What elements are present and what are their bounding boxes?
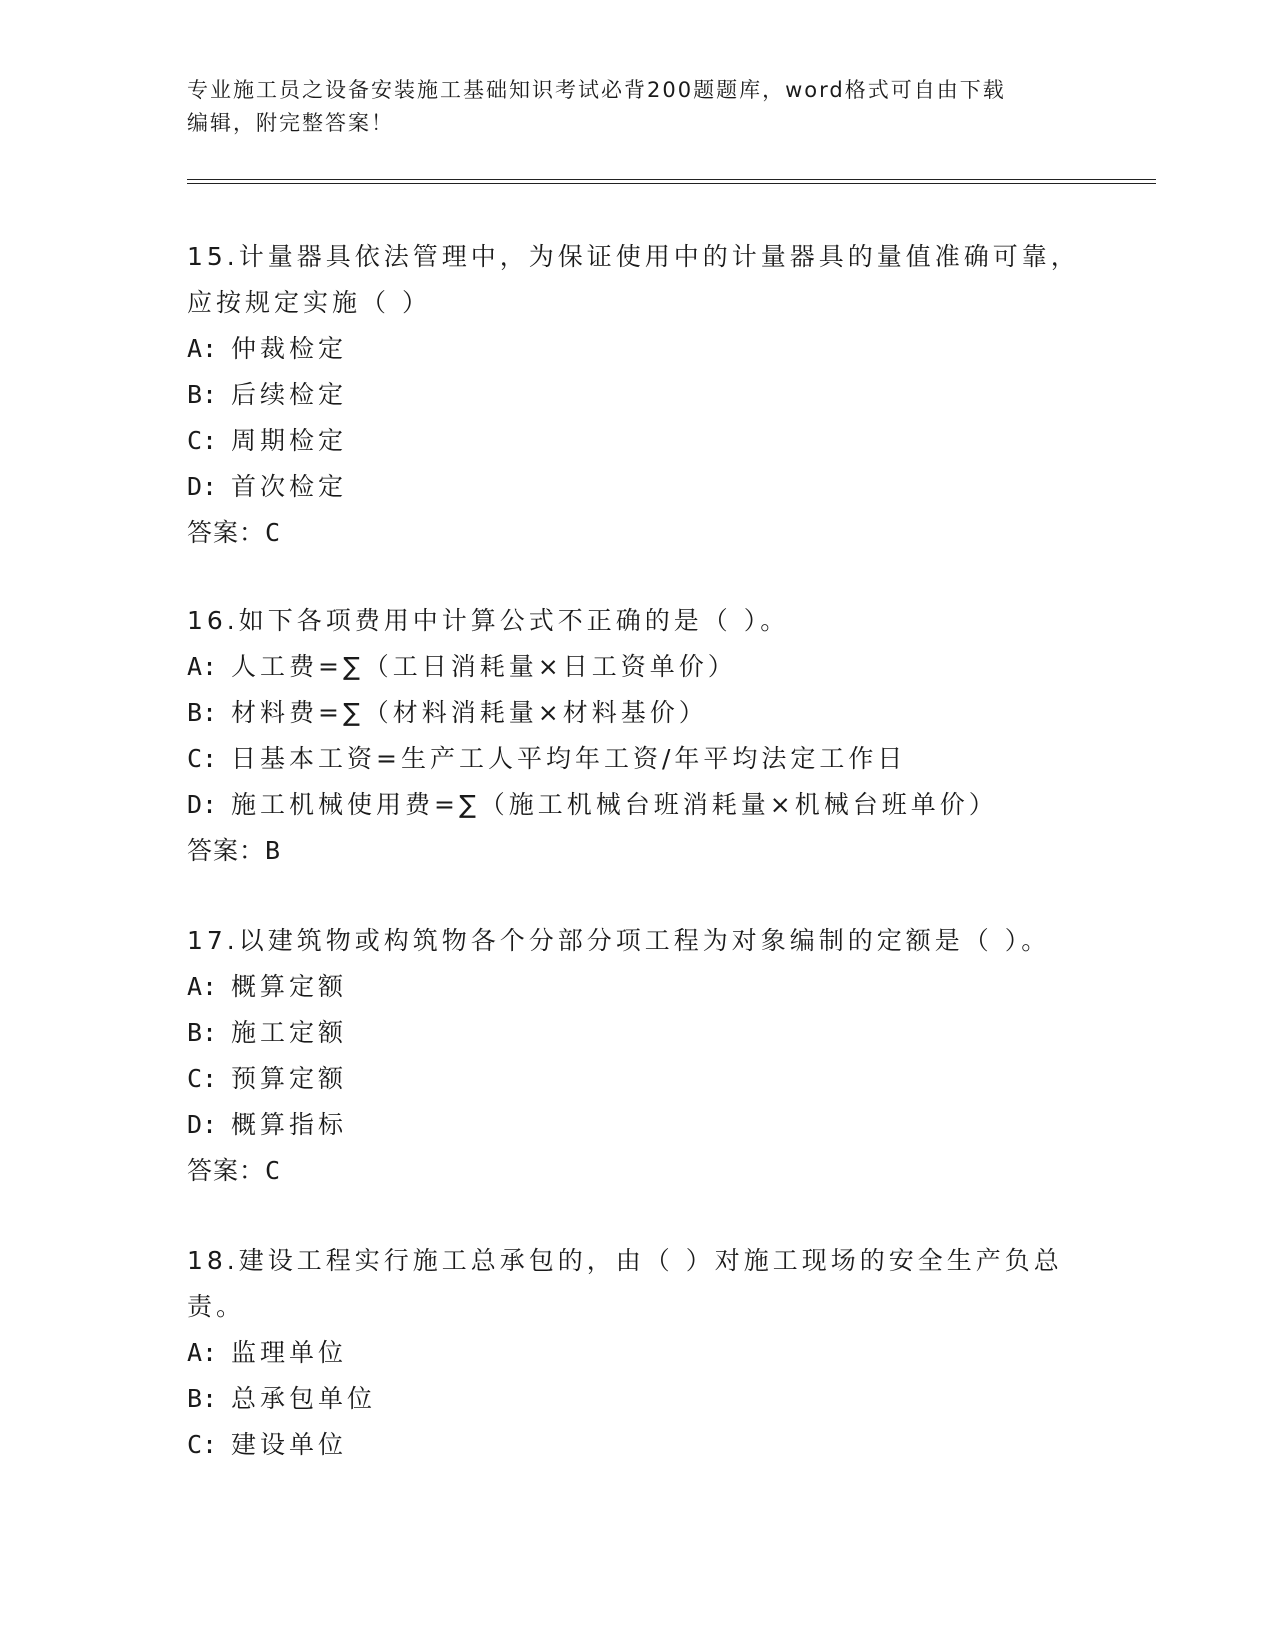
option-text: 人工费=∑（工日消耗量×日工资单价） bbox=[231, 652, 737, 681]
option-d bbox=[187, 1102, 1067, 1148]
header-line-1: 专业施工员之设备安装施工基础知识考试必背200题题库，word格式可自由下载 bbox=[187, 78, 1006, 102]
option-text: 概算定额 bbox=[231, 972, 348, 1001]
question-stem-text: 如下各项费用中计算公式不正确的是（ ）。 bbox=[238, 606, 790, 635]
answer-label: 答案： bbox=[187, 836, 266, 865]
option-key: B: bbox=[187, 1018, 218, 1047]
option-key: A: bbox=[187, 334, 218, 363]
option-d bbox=[187, 782, 1067, 828]
answer bbox=[187, 510, 1067, 556]
option-text: 监理单位 bbox=[231, 1338, 348, 1367]
option-key: C: bbox=[187, 1430, 218, 1459]
answer bbox=[187, 828, 1067, 874]
option-a bbox=[187, 644, 1067, 690]
question-stem-text: 责。 bbox=[187, 1292, 246, 1321]
option-b bbox=[187, 690, 1067, 736]
option-key: A: bbox=[187, 1338, 218, 1367]
option-key: D: bbox=[187, 790, 218, 819]
option-key: B: bbox=[187, 380, 218, 409]
question-stem-text: 应按规定实施（ ） bbox=[187, 288, 431, 317]
option-b bbox=[187, 372, 1067, 418]
option-key: D: bbox=[187, 472, 218, 501]
option-text: 概算指标 bbox=[231, 1110, 348, 1139]
option-text: 材料费=∑（材料消耗量×材料基价） bbox=[231, 698, 708, 727]
header-line-2: 编辑，附完整答案！ bbox=[187, 111, 394, 135]
question-stem-text: 计量器具依法管理中，为保证使用中的计量器具的量值准确可靠， bbox=[238, 242, 1080, 271]
answer-value: B bbox=[265, 836, 282, 865]
header-rule-bottom bbox=[187, 183, 1156, 184]
option-b bbox=[187, 1376, 1067, 1422]
option-text: 首次检定 bbox=[231, 472, 348, 501]
option-text: 日基本工资=生产工人平均年工资/年平均法定工作日 bbox=[231, 744, 907, 773]
question-stem-line bbox=[187, 1238, 1067, 1284]
option-key: A: bbox=[187, 972, 218, 1001]
option-key: A: bbox=[187, 652, 218, 681]
option-text: 建设单位 bbox=[231, 1430, 348, 1459]
option-text: 后续检定 bbox=[231, 380, 348, 409]
question-stem-line bbox=[187, 1284, 1067, 1330]
question-number: 17. bbox=[187, 926, 239, 955]
answer-value: C bbox=[265, 518, 282, 547]
question-stem-line bbox=[187, 280, 1067, 326]
option-key: D: bbox=[187, 1110, 218, 1139]
question-stem-line bbox=[187, 598, 1067, 644]
question-number: 16. bbox=[187, 606, 239, 635]
option-key: B: bbox=[187, 698, 218, 727]
option-key: B: bbox=[187, 1384, 218, 1413]
option-key: C: bbox=[187, 426, 218, 455]
question-stem-text: 以建筑物或构筑物各个分部分项工程为对象编制的定额是（ ）。 bbox=[238, 926, 1051, 955]
option-a bbox=[187, 964, 1067, 1010]
option-key: C: bbox=[187, 744, 218, 773]
option-text: 施工机械使用费=∑（施工机械台班消耗量×机械台班单价） bbox=[231, 790, 998, 819]
answer bbox=[187, 1148, 1067, 1194]
question-18 bbox=[187, 1238, 1067, 1468]
option-text: 周期检定 bbox=[231, 426, 348, 455]
option-b bbox=[187, 1010, 1067, 1056]
question-15 bbox=[187, 234, 1080, 556]
option-text: 预算定额 bbox=[231, 1064, 348, 1093]
question-stem-text: 建设工程实行施工总承包的，由（ ）对施工现场的安全生产负总 bbox=[238, 1246, 1063, 1275]
header-rule-top bbox=[187, 179, 1156, 180]
answer-label: 答案： bbox=[187, 518, 266, 547]
question-stem-line bbox=[187, 234, 1080, 280]
question-stem-line bbox=[187, 918, 1067, 964]
option-a bbox=[187, 1330, 1067, 1376]
option-c bbox=[187, 1056, 1067, 1102]
answer-value: C bbox=[265, 1156, 282, 1185]
question-number: 15. bbox=[187, 242, 239, 271]
option-text: 仲裁检定 bbox=[231, 334, 348, 363]
option-key: C: bbox=[187, 1064, 218, 1093]
option-c bbox=[187, 736, 1067, 782]
option-a bbox=[187, 326, 1067, 372]
document-header bbox=[187, 74, 1087, 140]
answer-label: 答案： bbox=[187, 1156, 266, 1185]
question-16 bbox=[187, 598, 1067, 874]
question-number: 18. bbox=[187, 1246, 239, 1275]
question-17 bbox=[187, 918, 1067, 1194]
option-text: 总承包单位 bbox=[231, 1384, 377, 1413]
option-d bbox=[187, 464, 1067, 510]
option-text: 施工定额 bbox=[231, 1018, 348, 1047]
option-c bbox=[187, 418, 1067, 464]
option-c bbox=[187, 1422, 1067, 1468]
